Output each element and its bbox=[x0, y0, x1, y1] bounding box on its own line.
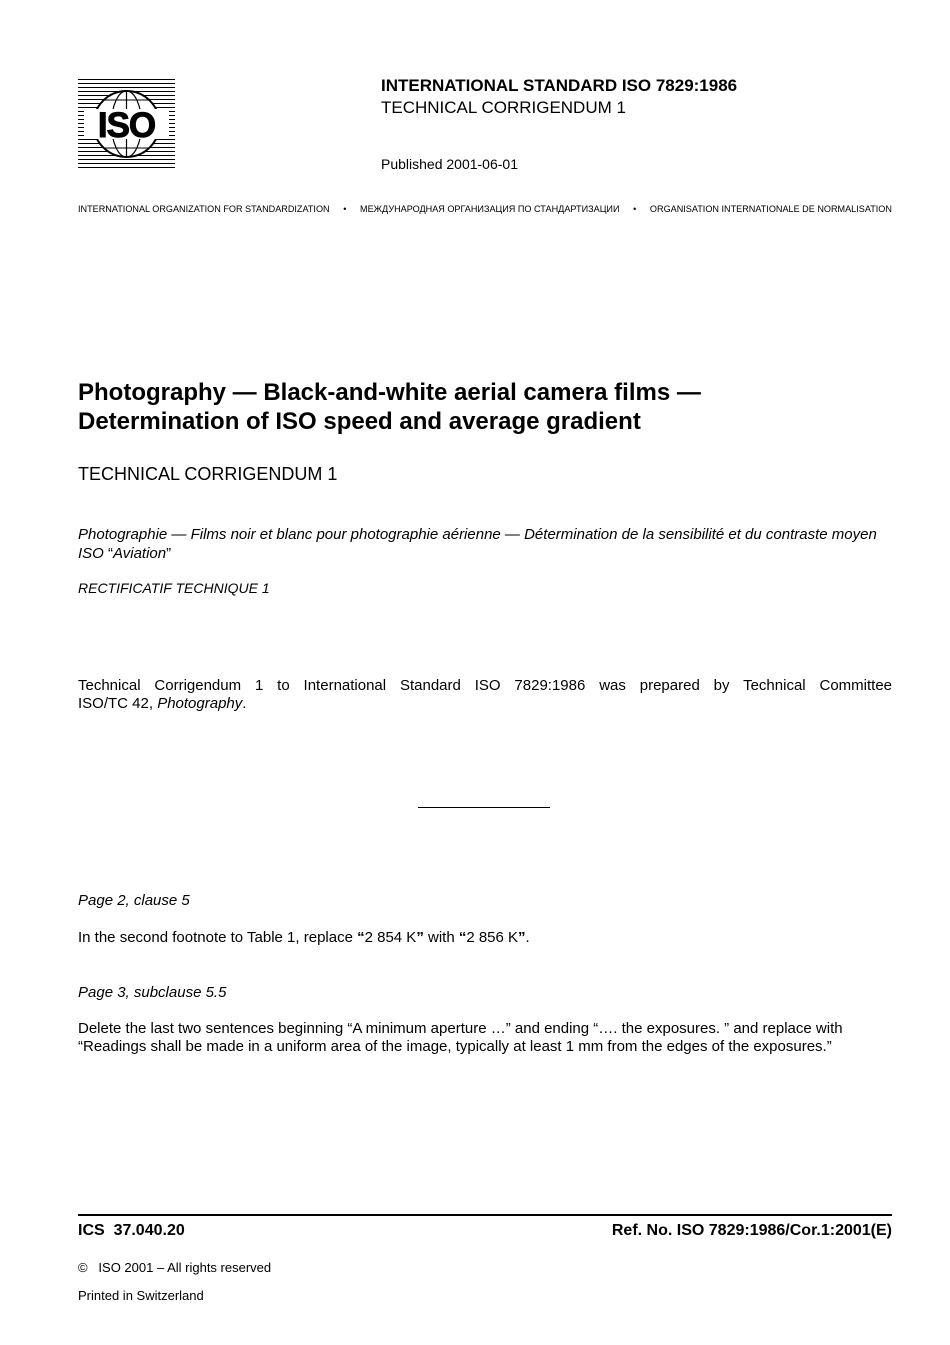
published-date: Published 2001-06-01 bbox=[381, 156, 518, 172]
org-separator: • bbox=[343, 204, 347, 214]
intro-line-2-suffix: . bbox=[242, 695, 247, 712]
french-title-aviation: Aviation bbox=[113, 545, 167, 562]
section-2-text bbox=[78, 1020, 892, 1056]
quote-mark: ” bbox=[416, 929, 424, 946]
open-quote: “ bbox=[108, 545, 114, 562]
organization-line bbox=[78, 204, 892, 214]
title-line-1: Photography — Black-and-white aerial camera films — bbox=[78, 379, 701, 406]
intro-line-1: Technical Corrigendum 1 to International Standard ISO 7829:1986 was prepared by Technical Committee bbox=[78, 677, 892, 694]
quote-mark: “ bbox=[357, 929, 365, 946]
close-quote: ” bbox=[166, 545, 172, 562]
org-name-russian: МЕЖДУНАРОДНАЯ ОРГАНИЗАЦИЯ ПО СТАНДАРТИЗАЦИИ bbox=[360, 204, 620, 214]
section-2-heading: Page 3, subclause 5.5 bbox=[78, 984, 227, 1001]
corrigendum-label: TECHNICAL CORRIGENDUM 1 bbox=[381, 98, 626, 117]
section-2-line-2: “Readings shall be made in a uniform area of the image, typically at least 1 mm from the edges of the exposures.” bbox=[78, 1038, 832, 1055]
quote-mark: “ bbox=[458, 929, 467, 946]
reference-number: Ref. No. ISO 7829:1986/Cor.1:2001(E) bbox=[611, 1222, 892, 1239]
copyright-notice: © ISO 2001 – All rights reserved bbox=[78, 1260, 272, 1275]
ics-code: ICS 37.040.20 bbox=[78, 1222, 185, 1239]
french-corrigendum: RECTIFICATIF TECHNIQUE 1 bbox=[78, 580, 270, 596]
section-divider bbox=[418, 807, 550, 808]
intro-line-2-prefix: ISO/TC 42, bbox=[78, 695, 158, 712]
intro-paragraph bbox=[78, 677, 892, 713]
section-1-text-mid: with bbox=[423, 929, 459, 946]
title-corrigendum: TECHNICAL CORRIGENDUM 1 bbox=[78, 464, 338, 484]
quote-mark: ” bbox=[518, 929, 526, 946]
section-1-text bbox=[78, 929, 530, 946]
standard-title: INTERNATIONAL STANDARD ISO 7829:1986 bbox=[381, 76, 738, 95]
new-value: 2 856 K bbox=[466, 929, 519, 946]
printed-location: Printed in Switzerland bbox=[78, 1288, 204, 1303]
document-title bbox=[78, 378, 892, 436]
title-line-2: Determination of ISO speed and average gradient bbox=[78, 408, 641, 435]
french-title-text: Photographie — Films noir et blanc pour photographie aérienne — Détermination de la sensibilité et du contraste moyen ISO bbox=[78, 526, 877, 562]
french-title bbox=[78, 525, 892, 563]
committee-name: Photography bbox=[157, 695, 243, 712]
org-separator: • bbox=[633, 204, 637, 214]
old-value: 2 854 K bbox=[364, 929, 417, 946]
org-name-english: INTERNATIONAL ORGANIZATION FOR STANDARDIZATION bbox=[78, 204, 330, 214]
footer-rule bbox=[78, 1214, 892, 1216]
org-name-french: ORGANISATION INTERNATIONALE DE NORMALISATION bbox=[649, 204, 892, 214]
section-2-line-1: Delete the last two sentences beginning “A minimum aperture …” and ending “…. the exposures. ” and replace with bbox=[78, 1020, 843, 1037]
section-1-text-suffix: . bbox=[525, 929, 530, 946]
section-1-heading: Page 2, clause 5 bbox=[78, 892, 190, 909]
iso-logo bbox=[78, 78, 175, 170]
section-1-text-prefix: In the second footnote to Table 1, replace bbox=[78, 929, 358, 946]
logo-text: ISO bbox=[97, 106, 156, 145]
